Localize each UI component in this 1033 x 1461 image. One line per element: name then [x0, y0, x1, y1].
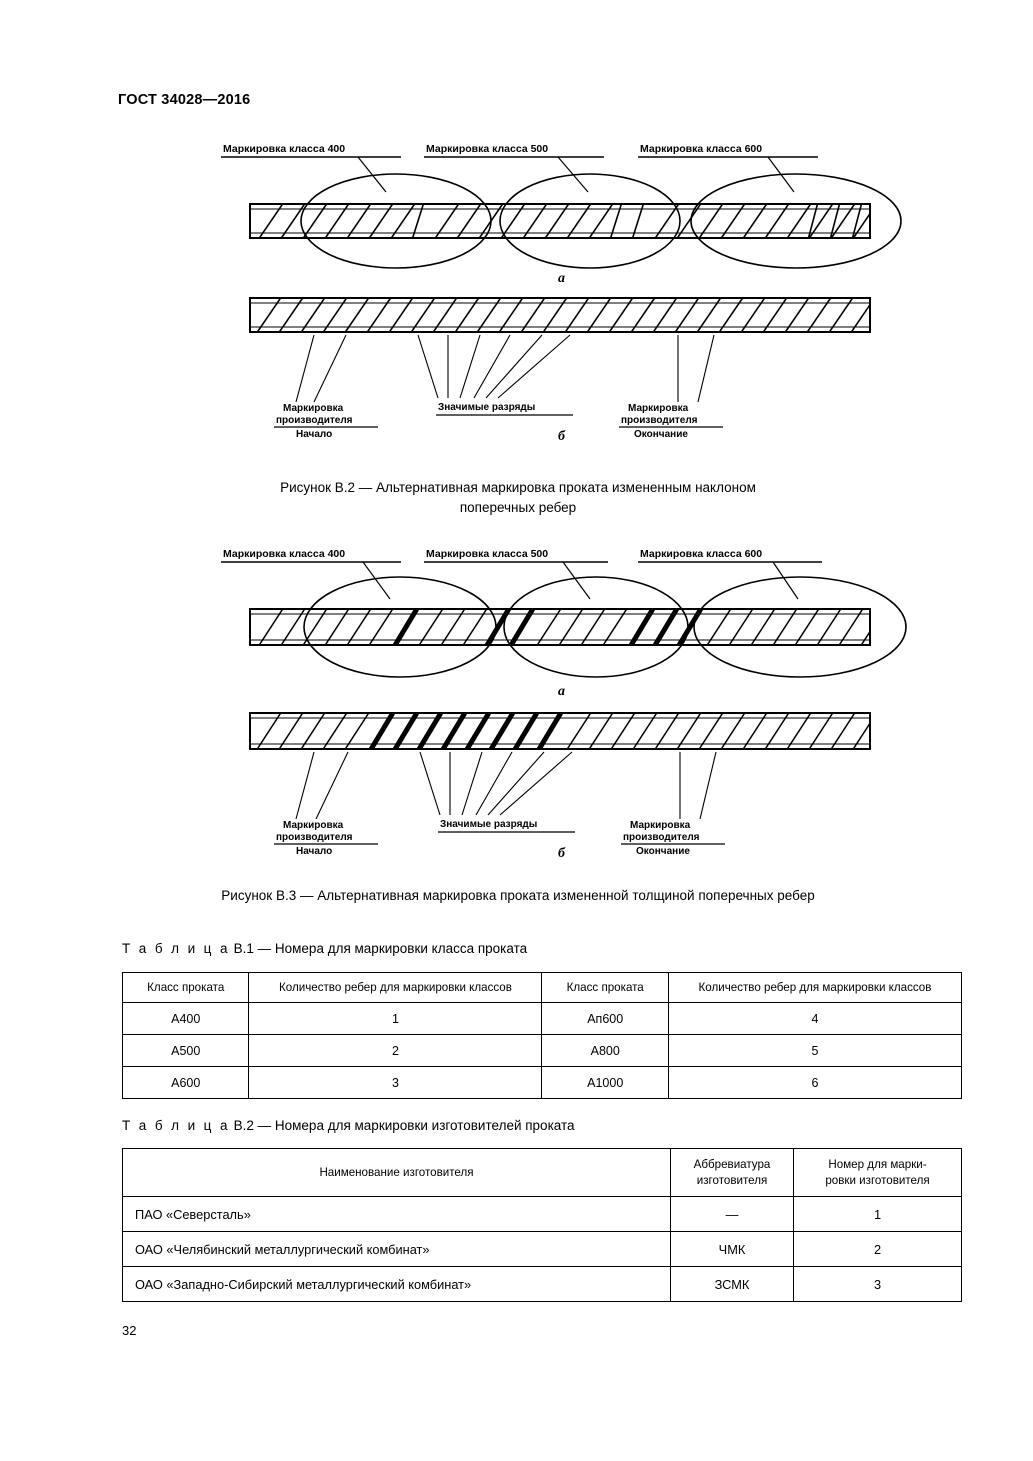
- svg-text:Значимые разряды: Значимые разряды: [438, 402, 536, 413]
- svg-text:Окончание: Окончание: [634, 429, 688, 440]
- table-row: [123, 1067, 962, 1099]
- figure-b3: [118, 535, 918, 875]
- table-row-header: [123, 973, 962, 1003]
- cell-manufacturer: ОАО «Челябинский металлургический комбинат»: [123, 1232, 671, 1267]
- table-b2-title-rest: В.2 — Номера для маркировки изготовителей проката: [233, 1118, 575, 1133]
- column-header-number: [794, 1149, 962, 1197]
- figure-b3-caption-line1: Рисунок В.3 — Альтернативная маркировка проката измененной толщиной поперечных ребер: [221, 888, 815, 903]
- svg-text:Значимые разряды: Значимые разряды: [440, 819, 538, 830]
- cell-class: А800: [542, 1035, 668, 1067]
- svg-text:Маркировка: Маркировка: [630, 820, 691, 831]
- svg-text:Маркировка класса 500: Маркировка класса 500: [426, 548, 549, 560]
- table-b1-title-prefix: Т а б л и ц а: [122, 941, 230, 956]
- table-row-header: [123, 1149, 962, 1197]
- table-row: [123, 1232, 962, 1267]
- cell-number: 3: [794, 1267, 962, 1302]
- svg-text:Маркировка: Маркировка: [283, 403, 344, 414]
- cell-class: А600: [123, 1067, 249, 1099]
- svg-text:Маркировка класса 400: Маркировка класса 400: [223, 143, 346, 155]
- table-row: [123, 1035, 962, 1067]
- svg-text:а: а: [558, 684, 565, 699]
- svg-text:Маркировка класса 600: Маркировка класса 600: [640, 143, 763, 155]
- column-header-manufacturer: Наименование изготовителя: [123, 1149, 671, 1197]
- cell-abbreviation: —: [671, 1197, 794, 1232]
- svg-text:Окончание: Окончание: [636, 846, 690, 857]
- svg-text:б: б: [558, 429, 565, 444]
- cell-ribs: 1: [249, 1003, 542, 1035]
- column-header-number-line2: ровки изготовителя: [825, 1173, 930, 1187]
- figure-b2-caption-line1: Рисунок В.2 — Альтернативная маркировка проката измененным наклоном: [280, 480, 756, 495]
- cell-class: А1000: [542, 1067, 668, 1099]
- svg-text:Маркировка класса 400: Маркировка класса 400: [223, 548, 346, 560]
- svg-text:Маркировка: Маркировка: [628, 403, 689, 414]
- page-number: 32: [122, 1323, 137, 1338]
- document-header: ГОСТ 34028—2016: [118, 92, 251, 108]
- cell-abbreviation: ЗСМК: [671, 1267, 794, 1302]
- svg-text:производителя: производителя: [276, 415, 353, 426]
- svg-text:производителя: производителя: [276, 832, 353, 843]
- table-b1-title: [122, 941, 527, 956]
- table-row: [123, 1197, 962, 1232]
- cell-class: А400: [123, 1003, 249, 1035]
- cell-class: Ап600: [542, 1003, 668, 1035]
- cell-ribs: 6: [668, 1067, 961, 1099]
- column-header-ribs-2: Количество ребер для маркировки классов: [668, 973, 961, 1003]
- cell-ribs: 4: [668, 1003, 961, 1035]
- column-header-class-2: Класс проката: [542, 973, 668, 1003]
- svg-text:б: б: [558, 846, 565, 861]
- svg-text:Начало: Начало: [296, 846, 333, 857]
- column-header-abbreviation-line2: изготовителя: [696, 1173, 768, 1187]
- cell-ribs: 3: [249, 1067, 542, 1099]
- column-header-abbreviation: [671, 1149, 794, 1197]
- cell-ribs: 5: [668, 1035, 961, 1067]
- table-b2: [122, 1148, 962, 1302]
- svg-text:а: а: [558, 271, 565, 286]
- column-header-number-line1: Номер для марки-: [828, 1158, 927, 1171]
- table-b2-title-prefix: Т а б л и ц а: [122, 1118, 230, 1133]
- figure-b3-caption: [118, 886, 918, 906]
- cell-abbreviation: ЧМК: [671, 1232, 794, 1267]
- table-b2-title: [122, 1118, 575, 1133]
- figure-b2-caption-line2: поперечных ребер: [459, 499, 577, 515]
- column-header-abbreviation-line1: Аббревиатура: [693, 1158, 771, 1171]
- svg-text:производителя: производителя: [623, 832, 700, 843]
- svg-text:Маркировка класса 500: Маркировка класса 500: [426, 143, 549, 155]
- table-row: [123, 1267, 962, 1302]
- table-b1-title-rest: В.1 — Номера для маркировки класса проката: [233, 941, 528, 956]
- svg-text:Маркировка: Маркировка: [283, 820, 344, 831]
- cell-number: 1: [794, 1197, 962, 1232]
- figure-b2-caption: [118, 478, 918, 517]
- svg-text:Маркировка класса 600: Маркировка класса 600: [640, 548, 763, 560]
- figure-b2: [118, 130, 918, 450]
- cell-class: А500: [123, 1035, 249, 1067]
- column-header-ribs-1: Количество ребер для маркировки классов: [249, 973, 542, 1003]
- cell-number: 2: [794, 1232, 962, 1267]
- cell-manufacturer: ПАО «Северсталь»: [123, 1197, 671, 1232]
- svg-text:производителя: производителя: [621, 415, 698, 426]
- svg-text:Начало: Начало: [296, 429, 333, 440]
- cell-manufacturer: ОАО «Западно-Сибирский металлургический комбинат»: [123, 1267, 671, 1302]
- table-row: [123, 1003, 962, 1035]
- table-b1: [122, 972, 962, 1099]
- column-header-class-1: Класс проката: [123, 973, 249, 1003]
- cell-ribs: 2: [249, 1035, 542, 1067]
